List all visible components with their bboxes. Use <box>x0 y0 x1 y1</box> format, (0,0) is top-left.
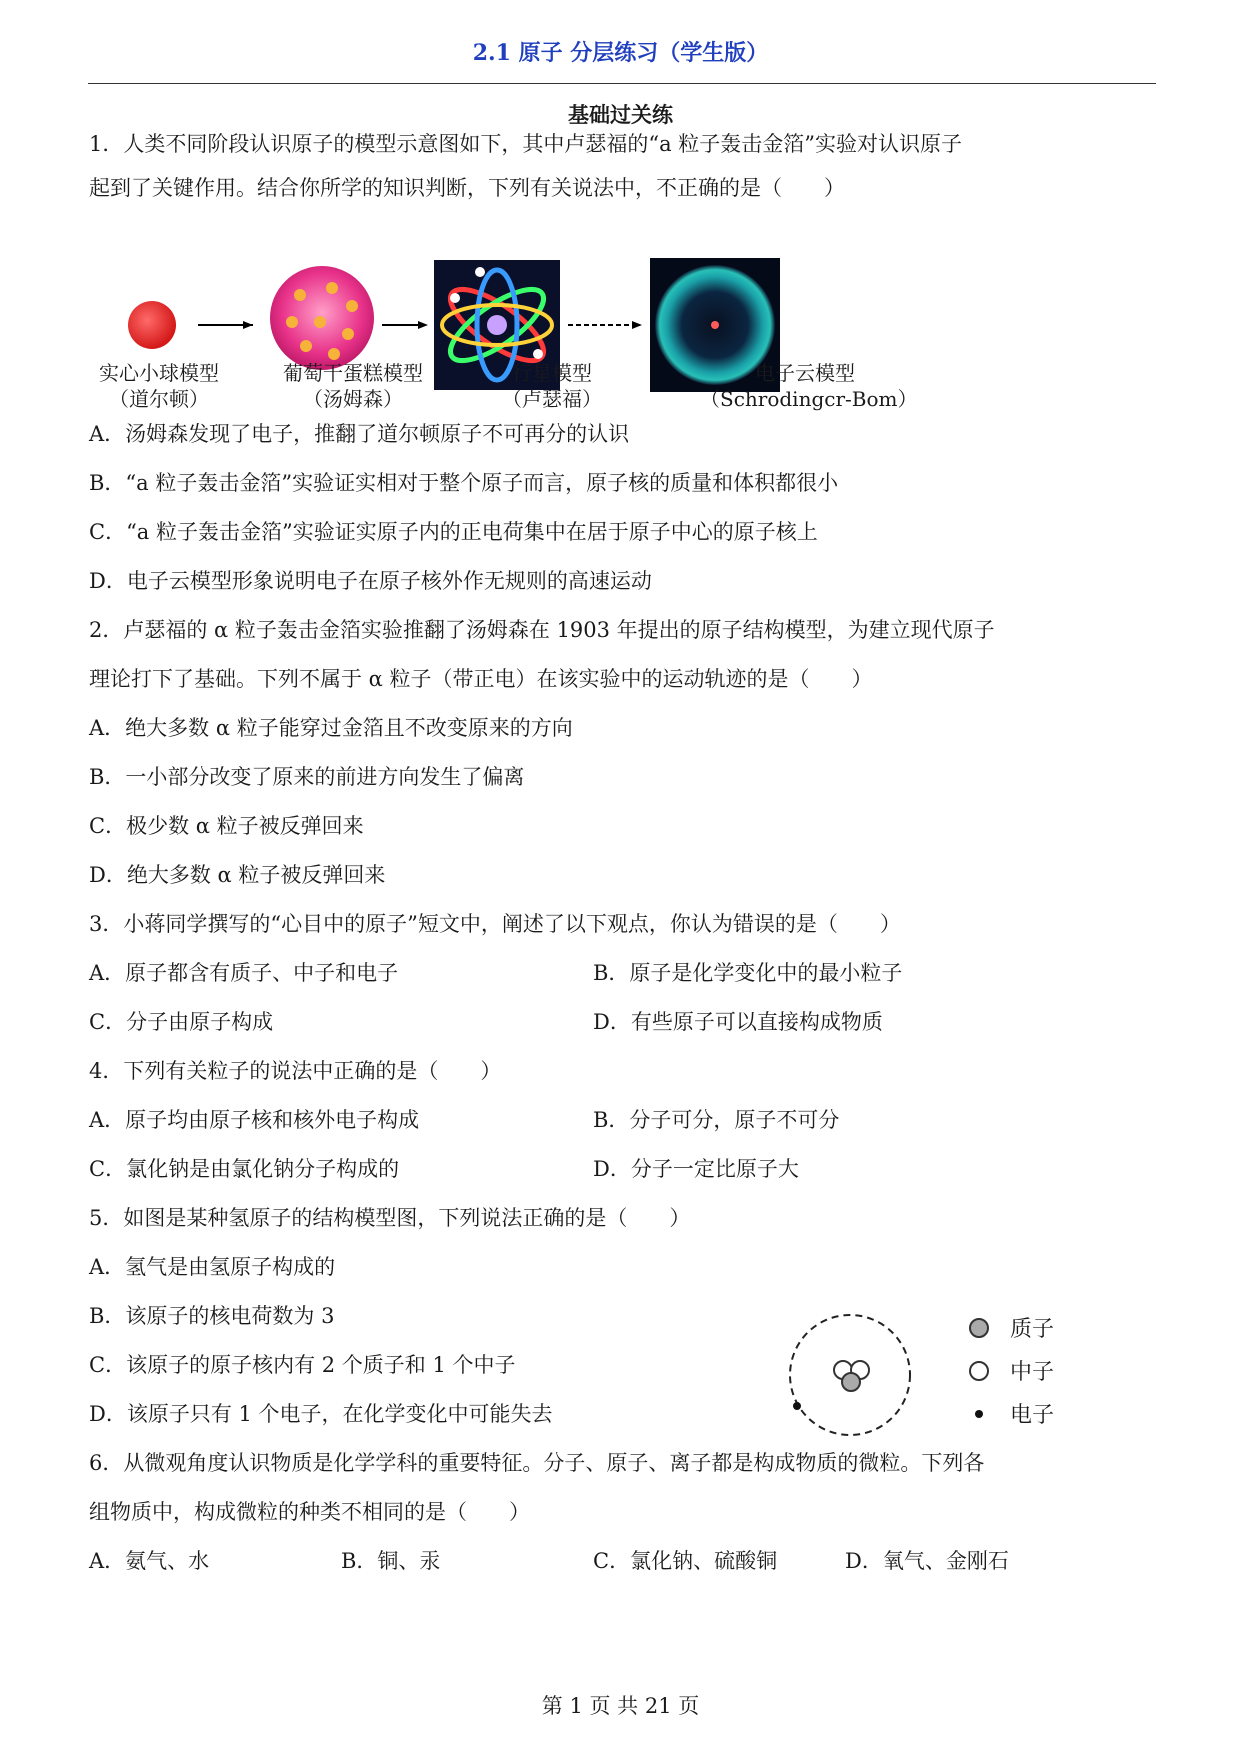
q3-option-d: D．有些原子可以直接构成物质 <box>593 1010 883 1034</box>
q3-option-a: A．原子都含有质子、中子和电子 <box>89 961 399 985</box>
q2-option-c: C．极少数 α 粒子被反弹回来 <box>89 814 364 838</box>
q5-option-c: C．该原子的原子核内有 2 个质子和 1 个中子 <box>89 1353 516 1377</box>
q4-option-d: D．分子一定比原子大 <box>593 1157 799 1181</box>
page-title: 2.1 原子 分层练习（学生版） <box>472 40 769 66</box>
q5-option-b: B．该原子的核电荷数为 3 <box>89 1304 335 1328</box>
q6-stem-line2: 组物质中，构成微粒的种类不相同的是（ ） <box>89 1500 530 1524</box>
section-title: 基础过关练 <box>568 102 673 127</box>
legend-electron <box>968 1398 1054 1429</box>
q2-option-a: A．绝大多数 α 粒子能穿过金箔且不改变原来的方向 <box>89 716 573 740</box>
q2-stem-line2: 理论打下了基础。下列不属于 α 粒子（带正电）在该实验中的运动轨迹的是（ ） <box>89 667 873 691</box>
header-divider <box>88 83 1156 84</box>
neutron-icon <box>968 1360 990 1382</box>
q4-option-c: C．氯化钠是由氯化钠分子构成的 <box>89 1157 400 1181</box>
q5-stem: 5．如图是某种氢原子的结构模型图，下列说法正确的是（ ） <box>89 1206 691 1230</box>
q1-stem-line2: 起到了关键作用。结合你所学的知识判断，下列有关说法中，不正确的是（ ） <box>89 176 845 200</box>
q5-option-d: D．该原子只有 1 个电子，在化学变化中可能失去 <box>89 1402 553 1426</box>
electron-cloud-caption: 电子云模型 （Schrodingcr-Bom） <box>700 361 918 411</box>
q6-option-a: A．氨气、水 <box>89 1549 210 1573</box>
q4-option-a: A．原子均由原子核和核外电子构成 <box>89 1108 420 1132</box>
q3-option-b: B．原子是化学变化中的最小粒子 <box>593 961 903 985</box>
legend-neutron <box>968 1355 1054 1386</box>
dalton-caption: 实心小球模型 （道尔顿） <box>99 361 219 411</box>
q4-option-b: B．分子可分，原子不可分 <box>593 1108 840 1132</box>
q1-stem-line1: 1．人类不同阶段认识原子的模型示意图如下，其中卢瑟福的“a 粒子轰击金箔”实验对认识原子 <box>89 132 963 156</box>
q2-stem-line1: 2．卢瑟福的 α 粒子轰击金箔实验推翻了汤姆森在 1903 年提出的原子结构模型，为建立现代原子 <box>89 618 995 642</box>
q6-option-c: C．氯化钠、硫酸铜 <box>593 1549 778 1573</box>
q3-option-c: C．分子由原子构成 <box>89 1010 274 1034</box>
q6-stem-line1: 6．从微观角度认识物质是化学学科的重要特征。分子、原子、离子都是构成物质的微粒。下列各 <box>89 1451 985 1475</box>
q1-option-b: B．“a 粒子轰击金箔”实验证实相对于整个原子而言，原子核的质量和体积都很小 <box>89 471 839 495</box>
proton-icon <box>968 1317 990 1339</box>
q3-stem: 3．小蒋同学撰写的“心目中的原子”短文中，阐述了以下观点，你认为错误的是（ ） <box>89 912 901 936</box>
thomson-caption: 葡萄干蛋糕模型 （汤姆森） <box>283 361 423 411</box>
q4-stem: 4．下列有关粒子的说法中正确的是（ ） <box>89 1059 502 1083</box>
rutherford-caption: 行星模型 （卢瑟福） <box>502 361 602 411</box>
hydrogen-atom-diagram <box>785 1310 915 1440</box>
legend-proton-label: 质子 <box>1010 1317 1055 1342</box>
legend-proton <box>968 1312 1054 1343</box>
q2-option-b: B．一小部分改变了原来的前进方向发生了偏离 <box>89 765 525 789</box>
legend-neutron-label: 中子 <box>1010 1360 1055 1385</box>
page-number: 第 1 页 共 21 页 <box>541 1694 700 1718</box>
solid-sphere-model-icon <box>128 301 176 349</box>
q5-option-a: A．氢气是由氢原子构成的 <box>89 1255 336 1279</box>
q1-option-a: A．汤姆森发现了电子，推翻了道尔顿原子不可再分的认识 <box>89 422 630 446</box>
legend-electron-label: 电子 <box>1010 1403 1055 1428</box>
q2-option-d: D．绝大多数 α 粒子被反弹回来 <box>89 863 386 887</box>
q6-option-b: B．铜、汞 <box>341 1549 441 1573</box>
plum-pudding-model-icon <box>270 266 374 370</box>
electron-icon <box>968 1403 990 1425</box>
q6-option-d: D．氧气、金刚石 <box>845 1549 1009 1573</box>
q1-option-d: D．电子云模型形象说明电子在原子核外作无规则的高速运动 <box>89 569 652 593</box>
q1-option-c: C．“a 粒子轰击金箔”实验证实原子内的正电荷集中在居于原子中心的原子核上 <box>89 520 818 544</box>
